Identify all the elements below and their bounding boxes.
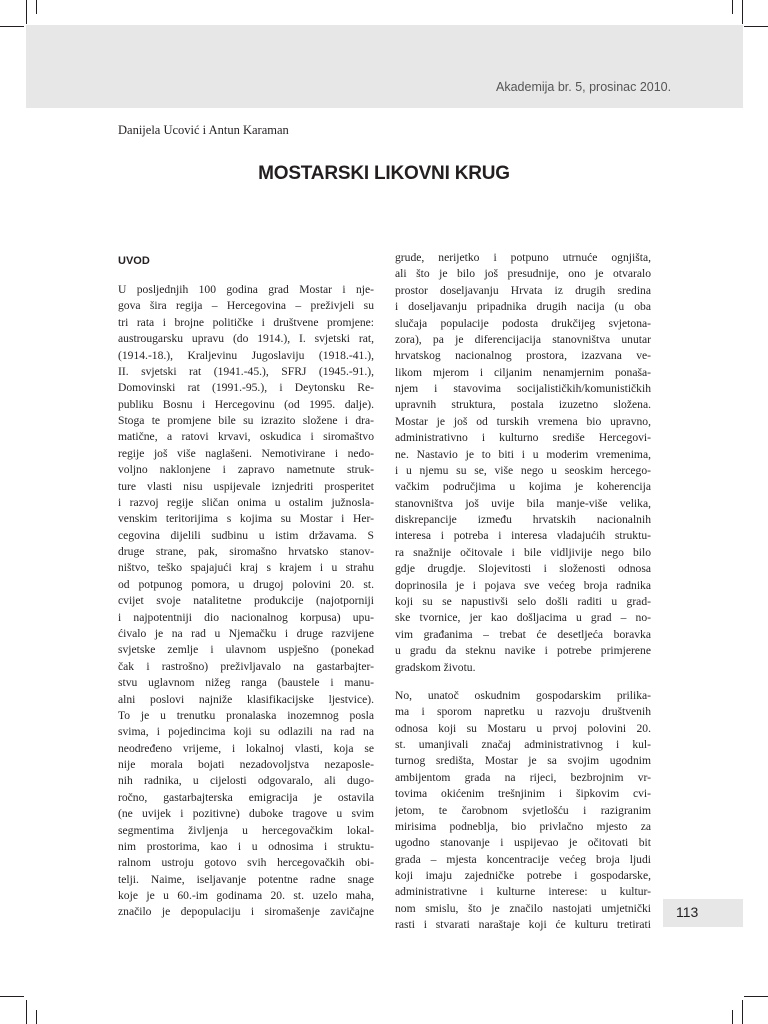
- text-line: i najpotentniji dio nacionalnog korpusa) upu-: [118, 610, 374, 624]
- text-line: administrativno i kulturno središe Hercegovi-: [395, 431, 651, 445]
- text-line: koje je u 60.-im godinama 20. st. uzelo maha,: [118, 889, 374, 903]
- text-line: diskrepancije između hrvatskih nacionalnih: [395, 513, 651, 527]
- text-line: od potpunog pomora, u drugoj polovini 20. st.: [118, 577, 374, 591]
- text-line: jetom, te čarobnom svjetlošću i razigranim: [395, 803, 651, 817]
- page-number: 113: [676, 904, 699, 920]
- text-line: mirisima podneblja, bio privlačno mjesto za: [395, 819, 651, 833]
- text-line: svjetske zemlje i ulavnom uspješno (ponekad: [118, 643, 374, 657]
- text-line: turnog središta, Mostar je sa svojim ugodnim: [395, 754, 651, 768]
- text-line: i razvoj regije sličan onima u ostalim južnosla-: [118, 495, 374, 509]
- article-authors: Danijela Ucović i Antun Karaman: [118, 123, 289, 137]
- text-line: hrvatskog nacionalnog prostora, izazvana ve-: [395, 349, 651, 363]
- text-line: svima, i pojedincima koji su odlazili na rad na: [118, 725, 374, 739]
- text-line: Stoga te promjene bile su izrazito složene i dra-: [118, 414, 374, 428]
- text-line: voljno naklonjene i zapravo nametnute struk-: [118, 463, 374, 477]
- text-line: ske tvornice, jer kao došljacima u grad – no-: [395, 611, 651, 625]
- text-line: gova šira regija – Hercegovina – preživjeli su: [118, 299, 374, 313]
- section-heading: UVOD: [118, 255, 150, 267]
- page-number-box: [663, 899, 743, 927]
- text-line: druge strane, pak, siromašno hrvatsko stanov-: [118, 545, 374, 559]
- text-line: telji. Naime, iseljavanje potentne radne snage: [118, 872, 374, 886]
- text-line: i doseljavanju pripadnika drugih nacija (u oba: [395, 300, 651, 314]
- text-line: koji imaju zajedničke potrebe i gospodarske,: [395, 869, 651, 883]
- text-line: vačkim područjima u kojima je koherencija: [395, 480, 651, 494]
- text-line: ali što je bilo još presudnije, ono je otvaralo: [395, 267, 651, 281]
- text-line: No, unatoč oskudnim gospodarskim prilika-: [395, 688, 651, 702]
- text-line: ma i sporom napretku u razvoju društvenih: [395, 705, 651, 719]
- text-line: odnosa koji su Mostaru u prvoj polovini 20.: [395, 721, 651, 735]
- text-line: publiku Bosnu i Hercegovinu (od 1995. dalje).: [118, 397, 374, 411]
- text-line: stanovništva još uvije bila manje-više velika,: [395, 496, 651, 510]
- text-line: matične, a ratovi krvavi, oskudica i siromaštvo: [118, 430, 374, 444]
- header-band: [26, 25, 743, 108]
- text-line: ra snažnije očitovale i bile vidljivije nego bilo: [395, 545, 651, 559]
- text-line: ročno, gastarbajterska emigracija je ostavila: [118, 790, 374, 804]
- text-line: rasti i stvarati naraštaje koji će kulturu tretirati: [395, 918, 651, 932]
- text-line: ambijentom grada na rijeci, bezbrojnim vr-: [395, 770, 651, 784]
- article-title: MOSTARSKI LIKOVNI KRUG: [258, 163, 510, 184]
- text-line: grada – mjesta koncentracije većeg broja ljudi: [395, 852, 651, 866]
- text-line: ćivalo je na rad u Njemačku i druge razvijene: [118, 626, 374, 640]
- text-line: (ne uvijek i pozitivne) duboke tragove u svim: [118, 807, 374, 821]
- text-line: administrativne i kulturne interese: u kultur-: [395, 885, 651, 899]
- text-line: cegovina dijelili sudbinu u istim državama. S: [118, 528, 374, 542]
- text-line: nih radnika, u cijelosti odgovaralo, ali dugo-: [118, 774, 374, 788]
- text-line: prostor doseljavanju Hrvata iz drugih sredina: [395, 283, 651, 297]
- text-line: tri rata i brojne političke i društvene promjene:: [118, 315, 374, 329]
- text-line: To je u trenutku pronalaska inozemnog posla: [118, 708, 374, 722]
- text-line: doprinosila je i pojava sve većeg broja radnika: [395, 578, 651, 592]
- text-line: ralnom ustroju gotovo svih hercegovačkih obi-: [118, 856, 374, 870]
- text-line: nije morala bojati nezadovoljstva nezaposle-: [118, 758, 374, 772]
- text-line: tovima okićenim trešnjinim i šipkovim cvi-: [395, 787, 651, 801]
- text-line: II. svjetski rat (1941.-45.), SFRJ (1945.-91.),: [118, 364, 374, 378]
- text-line: interesa i potreba i interesa vladajućih struktu-: [395, 529, 651, 543]
- text-line: neodređeno vrijeme, i lokalnoj vlasti, koja se: [118, 741, 374, 755]
- text-line: alni poslovi najniže klasifikacijske ljestvice).: [118, 692, 374, 706]
- text-line: Mostar je još od turskih vremena bio upravno,: [395, 414, 651, 428]
- text-line: likom mjerom i ciljanim nenamjernim ponaša-: [395, 365, 651, 379]
- text-line: u gradu da steknu navike i potrebe primjerene: [395, 644, 651, 658]
- text-line: (1914.-18.), Kraljevinu Jugoslaviju (1918.-41.),: [118, 348, 374, 362]
- text-line: regije još više naglašeni. Nemotivirane i nedo-: [118, 446, 374, 460]
- text-line: Domovinski rat (1991.-95.), i Deytonsku Re-: [118, 381, 374, 395]
- text-line: koji su se napustivši selo došli raditi u grad-: [395, 594, 651, 608]
- text-line: st. umanjivali značaj administrativnog i kul-: [395, 738, 651, 752]
- text-line: upravnih struktura, postala izuzetno složena.: [395, 398, 651, 412]
- journal-issue: Akademija br. 5, prosinac 2010.: [496, 80, 672, 94]
- text-line: slučaja populacije podosta drukčijeg svjetona-: [395, 316, 651, 330]
- text-line: vim građanima – trebat će desetljeća boravka: [395, 627, 651, 641]
- text-line: U posljednjih 100 godina grad Mostar i nje-: [118, 283, 374, 296]
- text-line: gdje drugdje. Slojevitosti i složenosti odnosa: [395, 562, 651, 576]
- text-line: ništvo, teško spajajući kraj s krajem i u strahu: [118, 561, 374, 575]
- text-line: ne. Nastavio je to biti i u moderim vremenima,: [395, 447, 651, 461]
- text-line: čak i rastrošno) preživljavalo na gastarbajter-: [118, 659, 374, 673]
- text-line: cvijet svoje natalitetne produkcije (najotporniji: [118, 594, 374, 608]
- text-line: austrougarsku upravu (do 1914.), I. svjetski rat,: [118, 332, 374, 346]
- text-line: njem i stavovima socijalističkih/komunističkih: [395, 382, 651, 396]
- text-line: venskim teritorijima s kojima su Mostar i Her-: [118, 512, 374, 526]
- text-line: zora), pa je diferencijacija stanovništva unutar: [395, 332, 651, 346]
- text-line: ture vlasti nisu uspijevale iznjedriti prosperitet: [118, 479, 374, 493]
- text-line: i u njemu su se, više nego u seoskim hercego-: [395, 463, 651, 477]
- text-line: stvu uglavnom nižeg ranga (baustele i manu-: [118, 676, 374, 690]
- text-line: grude, nerijetko i potpuno utrnuće ognjišta,: [395, 251, 651, 264]
- text-line: segmentima življenja u hercegovačkim lokal-: [118, 823, 374, 837]
- text-line: nim prostorima, kao i u odnosima i struktu-: [118, 839, 374, 853]
- text-line: gradskom životu.: [395, 660, 476, 674]
- text-line: nom smislu, što je značilo nastojati umjetnički: [395, 901, 651, 915]
- text-line: značilo je depopulaciju i siromašenje zavičajne: [118, 905, 374, 919]
- text-line: ugodno stanovanje i uspijevao je očitovati bit: [395, 836, 651, 850]
